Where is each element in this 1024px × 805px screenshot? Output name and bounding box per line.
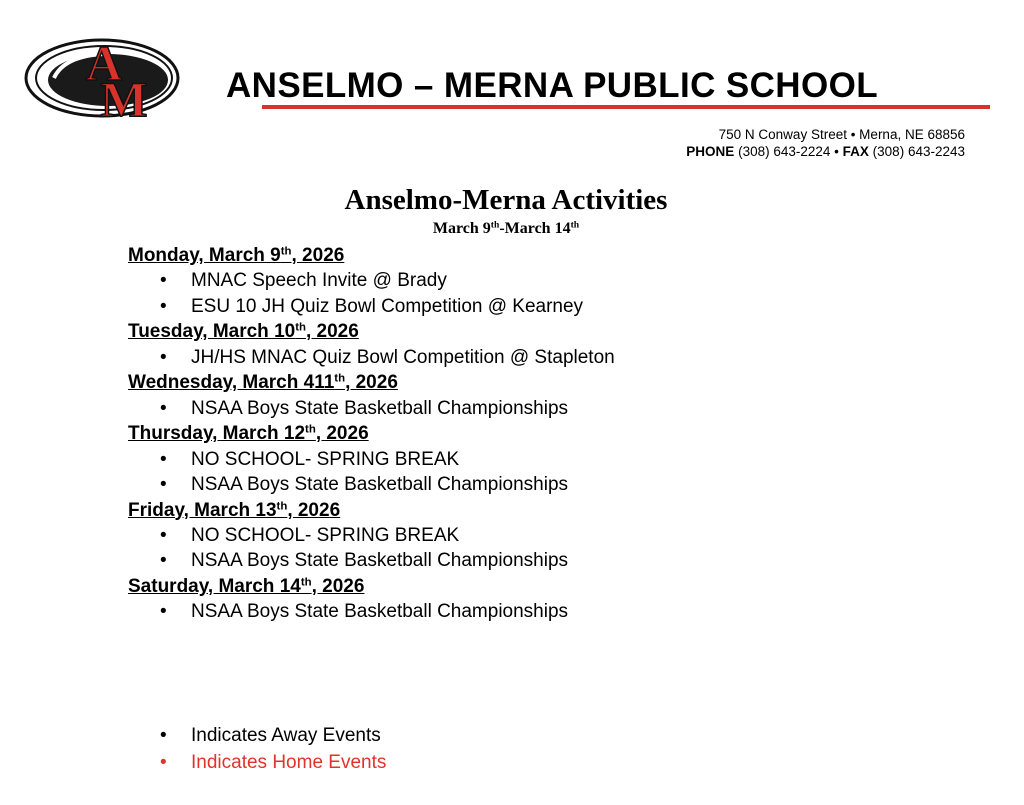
event-item [128,345,615,370]
bullet-icon: • [160,474,167,496]
day-heading-post: , 2026 [291,245,345,266]
bullet-icon: • [160,751,167,773]
range-start-suffix: th [490,219,500,231]
legend-home-label: Indicates Home Events [191,751,387,773]
bullet-icon: • [160,601,167,623]
school-logo [24,28,180,120]
bullet-icon: • [160,448,167,470]
day-heading-pre: Monday, March 9 [128,245,281,266]
day-heading-pre: Friday, March 13 [128,499,277,521]
bullet-icon: • [160,397,167,419]
event-item [128,472,615,497]
bullet-icon: • [160,295,167,317]
day-heading-sup: th [280,245,292,258]
event-item [128,447,615,472]
fax-number: (308) 643-2243 [872,144,965,159]
header-divider [262,105,990,109]
day-heading-pre: Saturday, March 14 [128,575,301,597]
event-label: JH/HS MNAC Quiz Bowl Competition @ Stapleton [191,346,615,368]
legend-away [128,723,386,750]
phone-number: (308) 643-2224 • [738,144,839,159]
range-end-suffix: th [570,219,580,231]
day-heading [128,243,615,268]
event-label: NSAA Boys State Basketball Championships [191,474,569,496]
day-heading-sup: th [300,576,312,589]
bullet-icon: • [160,550,167,572]
event-label: ESU 10 JH Quiz Bowl Competition @ Kearney [191,295,584,317]
day-heading-sup: th [334,373,346,385]
day-heading [128,421,615,446]
day-heading-pre: Tuesday, March 10 [128,321,296,343]
day-heading-post: , 2026 [287,499,341,521]
legend-home [128,750,386,777]
event-label: NSAA Boys State Basketball Championships [191,550,569,572]
svg-text:M: M [100,71,148,120]
event-item [128,268,615,293]
event-item [128,294,615,319]
legend [128,723,386,776]
day-heading-pre: Thursday, March 12 [128,423,306,445]
day-heading-post: , 2026 [345,372,398,394]
schedule [128,243,615,625]
document-title: Anselmo-Merna Activities [344,184,668,216]
range-start: March 9 [432,220,491,237]
event-label: NO SCHOOL- SPRING BREAK [191,448,460,470]
legend-away-label: Indicates Away Events [191,725,381,746]
date-range [0,220,1012,238]
day-heading-post: , 2026 [315,423,369,445]
day-heading [128,498,615,523]
bullet-icon: • [160,346,167,368]
event-item [128,396,615,421]
day-heading [128,319,615,344]
phone-label: PHONE [686,144,735,159]
event-label: MNAC Speech Invite @ Brady [191,270,447,292]
school-name: ANSELMO – MERNA PUBLIC SCHOOL [226,66,878,105]
bullet-icon: • [160,725,167,746]
day-heading-sup: th [276,500,288,513]
bullet-icon: • [160,270,167,292]
day-heading-sup: th [305,423,316,436]
school-address: 750 N Conway Street • Merna, NE 68856 [718,127,965,142]
range-end: -March 14 [499,220,571,237]
svg-text:A: A [85,35,123,91]
event-item [128,599,615,624]
day-heading-pre: Wednesday, March 411 [128,372,335,394]
fax-label: FAX [842,144,869,159]
day-heading-post: , 2026 [311,575,365,597]
event-label: NSAA Boys State Basketball Championships [191,397,569,419]
day-heading-post: , 2026 [305,321,359,343]
bullet-icon: • [160,524,167,546]
day-heading-sup: th [295,322,306,335]
event-item [128,523,615,548]
event-label: NO SCHOOL- SPRING BREAK [191,524,460,546]
event-label: NSAA Boys State Basketball Championships [191,601,569,623]
event-item [128,548,615,573]
day-heading [128,574,615,599]
contact-line [686,144,965,159]
day-heading [128,370,615,395]
